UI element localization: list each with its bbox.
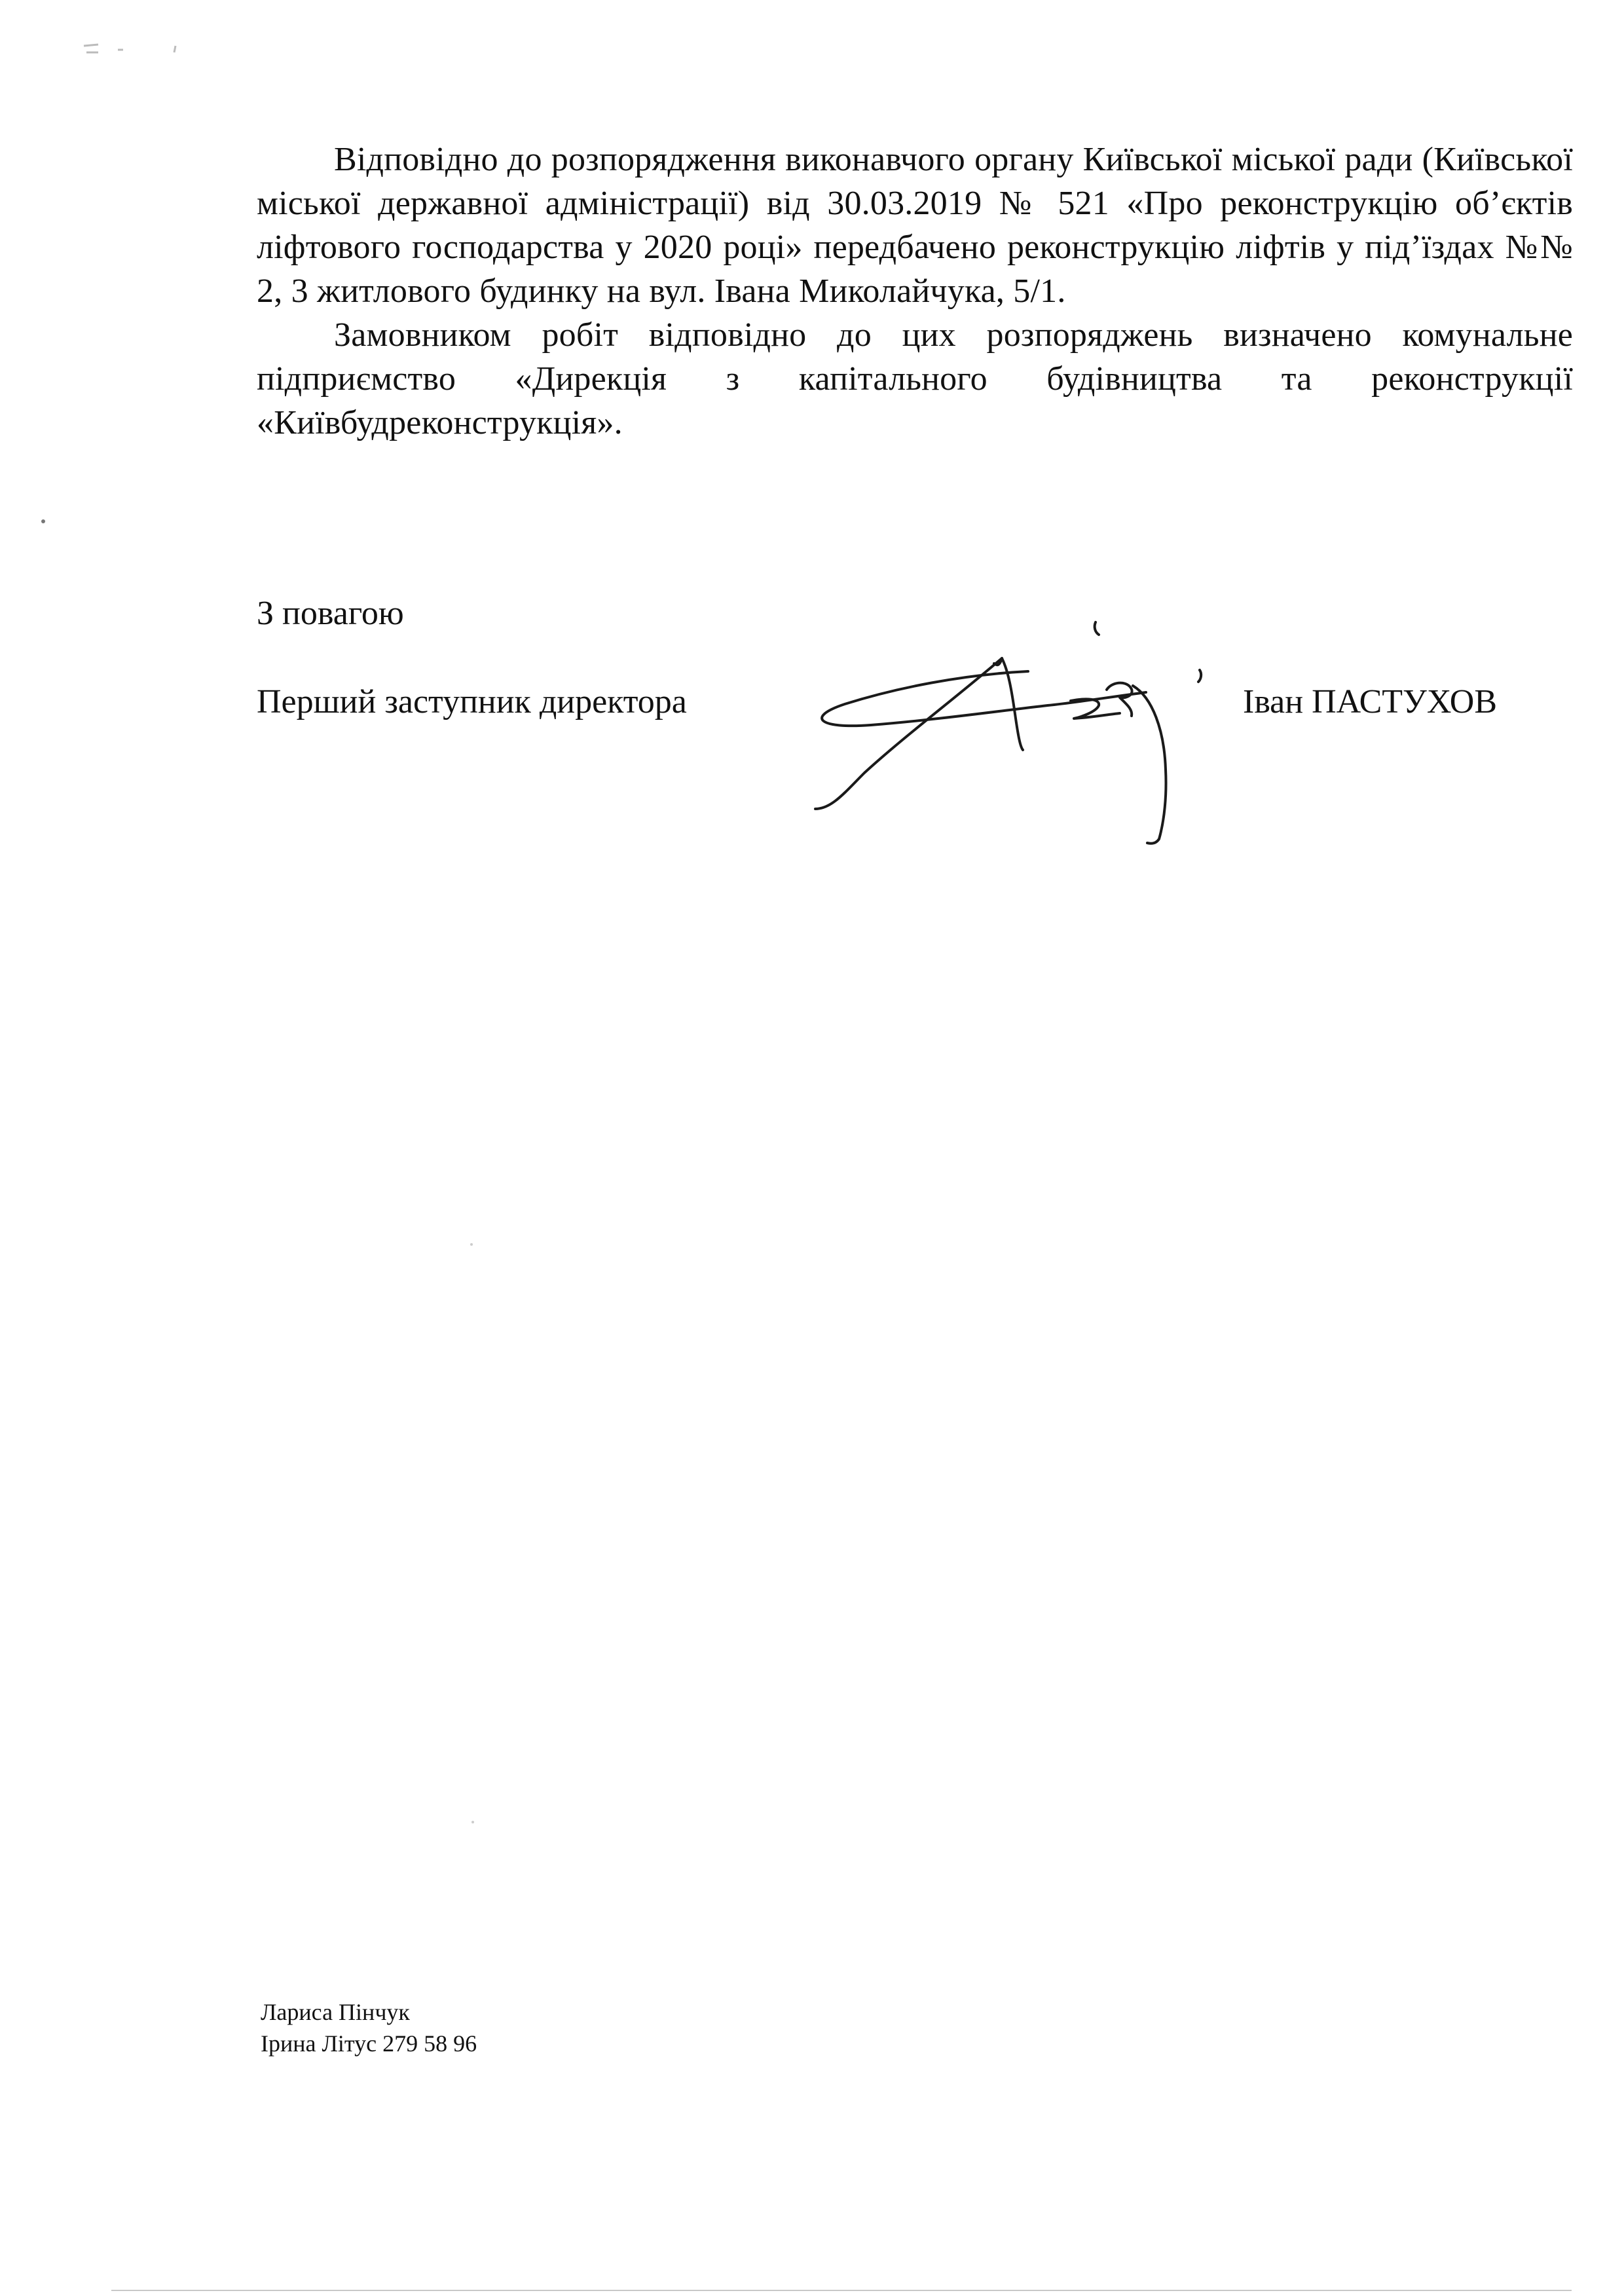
paragraph-reconstruction-order: Відповідно до розпорядження виконавчого органу Київської міської ради (Київської міської державної адміністрації) від 30.03.2019 № 521 «Про реконструкцію об’єктів ліфтового господарства у 2020 році» передбачено реконструкцію ліфтів у під’їздах №№ 2, 3 житлового будинку на вул. Івана Миколайчука, 5/1. bbox=[257, 141, 1573, 310]
bottom-divider bbox=[111, 2290, 1572, 2291]
executor-line: Лариса Пінчук bbox=[261, 1999, 410, 2025]
closing-phrase: З повагою bbox=[257, 595, 404, 632]
handwritten-signature-icon bbox=[766, 599, 1225, 861]
paragraph-customer: Замовником робіт відповідно до цих розпоряджень визначено комунальне підприємство «Дирекція з капітального будівництва та реконструкції «Київбудреконструкція». bbox=[257, 316, 1573, 441]
signatory-position: Перший заступник директора bbox=[257, 683, 687, 720]
signatory-name: Іван ПАСТУХОВ bbox=[1243, 683, 1498, 720]
executors-block bbox=[261, 1996, 477, 2059]
letter-body bbox=[257, 138, 1573, 445]
executor-line: Ірина Літус 279 58 96 bbox=[261, 2030, 477, 2057]
